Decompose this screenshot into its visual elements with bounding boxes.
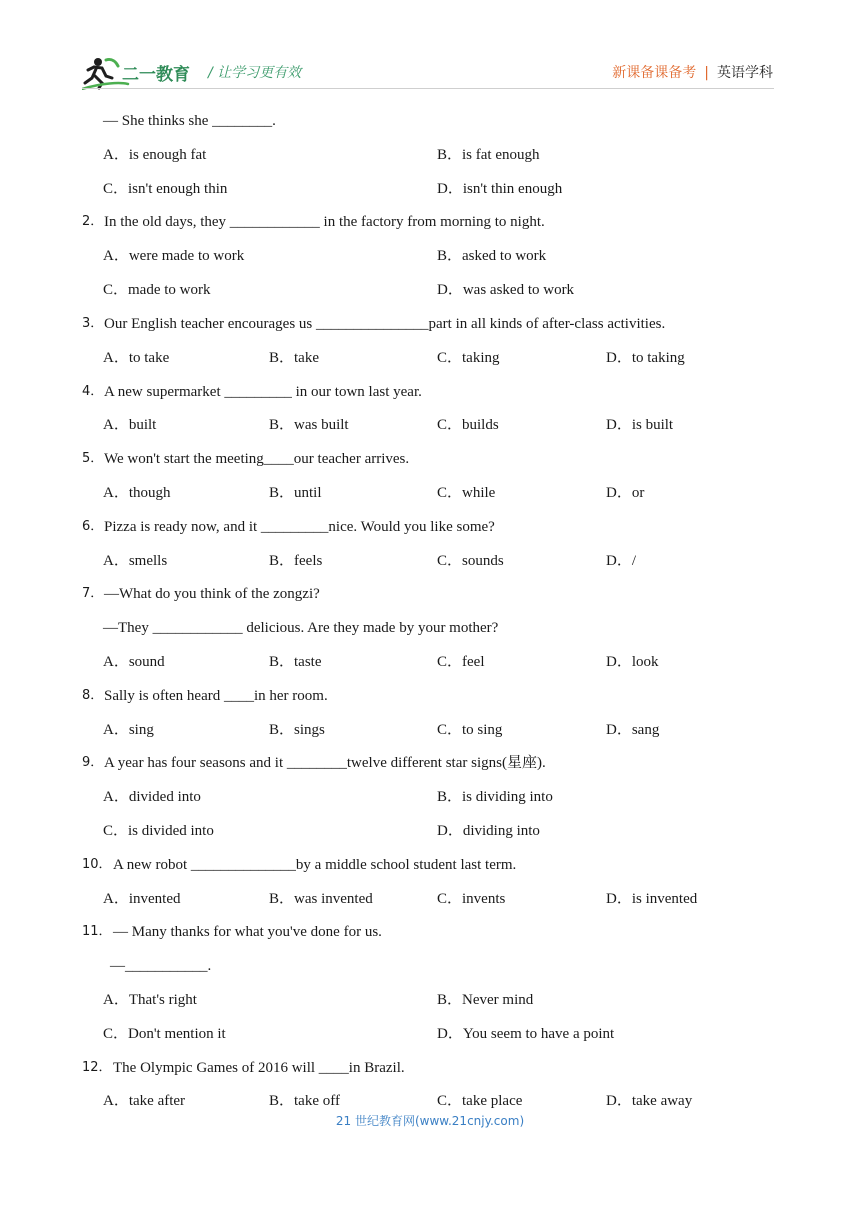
question-number: 7． [82, 586, 104, 601]
question-number: 9． [82, 755, 104, 770]
question-8 [0, 685, 860, 707]
question-number: 12． [82, 1060, 112, 1075]
option-b: B．sings [269, 722, 325, 738]
question-stem: —What do you think of the zongzi? [104, 586, 320, 602]
option-d: D．to taking [606, 350, 685, 366]
option-d: D．sang [606, 722, 660, 738]
option-a: A．invented [103, 891, 181, 907]
question-stem: Sally is often heard ____in her room. [104, 688, 328, 704]
option-a: A．to take [103, 350, 170, 366]
question-stem: We won't start the meeting____our teacher arrives. [104, 451, 410, 467]
option-c: C．made to work [103, 282, 211, 298]
option-c: C．feel [437, 654, 485, 670]
option-c: C．Don't mention it [103, 1026, 226, 1042]
question-number: 8． [82, 688, 104, 703]
q9-options-row1 [0, 786, 860, 808]
header-right [612, 62, 773, 82]
option-b: B．Never mind [437, 992, 534, 1008]
option-c: C．take place [437, 1093, 523, 1109]
option-c: C．to sing [437, 722, 503, 738]
option-c: C．builds [437, 417, 499, 433]
page-header [0, 0, 860, 100]
option-a: A．take after [103, 1093, 186, 1109]
q5-options [0, 482, 860, 504]
question-stem-reply: —They ____________ delicious. Are they made by your mother? [103, 620, 499, 636]
question-number: 6． [82, 519, 104, 534]
question-stem: A new robot ______________by a middle school student last term. [113, 857, 517, 873]
option-b: B．until [269, 485, 322, 501]
option-d: D．is invented [606, 891, 698, 907]
question-2 [0, 211, 860, 233]
option-c: C．taking [437, 350, 500, 366]
question-stem: — She thinks she ________. [103, 113, 276, 129]
question-number: 10． [82, 857, 112, 872]
q3-options [0, 347, 860, 369]
question-stem-reply: —___________. [110, 958, 212, 974]
question-number: 3． [82, 316, 104, 331]
option-b: B．asked to work [437, 248, 547, 264]
q4-options [0, 414, 860, 436]
option-c: C．isn't enough thin [103, 181, 228, 197]
option-b: B．take [269, 350, 319, 366]
q11-reply-line [0, 955, 860, 977]
q8-options [0, 719, 860, 741]
question-11 [0, 921, 860, 943]
subject-label: 英语学科 [717, 65, 773, 81]
option-d: D．/ [606, 553, 637, 569]
option-a: A．sing [103, 722, 154, 738]
option-a: A．smells [103, 553, 168, 569]
option-b: B．is fat enough [437, 147, 540, 163]
prep-label: 新课备课备考 [612, 65, 697, 81]
option-b: B．take off [269, 1093, 340, 1109]
question-stem: Our English teacher encourages us _______________part in all kinds of after-class activities. [104, 316, 666, 332]
logo-text: 二一教育 [122, 65, 190, 85]
question-stem: The Olympic Games of 2016 will ____in Brazil. [113, 1060, 405, 1076]
q11-options-row1 [0, 989, 860, 1011]
q12-options [0, 1090, 860, 1112]
q1-options-row2 [0, 178, 860, 200]
option-b: B．was invented [269, 891, 373, 907]
q6-options [0, 550, 860, 572]
question-9 [0, 752, 860, 774]
option-a: A．were made to work [103, 248, 245, 264]
option-d: D．isn't thin enough [437, 181, 563, 197]
q10-options [0, 888, 860, 910]
question-5 [0, 448, 860, 470]
q1-answer-line [0, 110, 860, 132]
option-b: B．feels [269, 553, 323, 569]
option-a: A．is enough fat [103, 147, 207, 163]
option-a: A．though [103, 485, 171, 501]
header-separator: | [704, 65, 709, 81]
option-c: C．sounds [437, 553, 504, 569]
logo [82, 56, 194, 90]
question-stem: A new supermarket _________ in our town last year. [104, 384, 422, 400]
option-d: D．is built [606, 417, 674, 433]
option-b: B．is dividing into [437, 789, 553, 805]
option-d: D．dividing into [437, 823, 540, 839]
option-d: D．or [606, 485, 645, 501]
option-c: C．invents [437, 891, 506, 907]
q11-options-row2 [0, 1023, 860, 1045]
question-number: 5． [82, 451, 104, 466]
question-stem: In the old days, they ____________ in the factory from morning to night. [104, 214, 545, 230]
option-c: C．is divided into [103, 823, 214, 839]
option-a: A．divided into [103, 789, 201, 805]
page-footer: 21 世纪教育网(www.21cnjy.com) [335, 1114, 525, 1128]
question-stem: A year has four seasons and it ________twelve different star signs(星座). [104, 755, 546, 771]
question-stem: Pizza is ready now, and it _________nice. Would you like some? [104, 519, 495, 535]
option-c: C．while [437, 485, 496, 501]
question-10 [0, 854, 860, 876]
q9-options-row2 [0, 820, 860, 842]
question-3 [0, 313, 860, 335]
question-7 [0, 583, 860, 605]
q7-reply-line [0, 617, 860, 639]
q1-options-row1 [0, 144, 860, 166]
question-number: 11． [82, 924, 112, 939]
q2-options-row2 [0, 279, 860, 301]
option-b: B．taste [269, 654, 322, 670]
question-6 [0, 516, 860, 538]
option-d: D．take away [606, 1093, 693, 1109]
option-a: A．sound [103, 654, 165, 670]
q2-options-row1 [0, 245, 860, 267]
slogan: / 让学习更有效 [208, 65, 302, 81]
header-divider [82, 88, 774, 89]
question-number: 4． [82, 384, 104, 399]
q7-options [0, 651, 860, 673]
option-d: D．You seem to have a point [437, 1026, 615, 1042]
option-d: D．look [606, 654, 659, 670]
question-number: 2． [82, 214, 104, 229]
question-12 [0, 1057, 860, 1079]
option-b: B．was built [269, 417, 349, 433]
option-d: D．was asked to work [437, 282, 575, 298]
option-a: A．built [103, 417, 157, 433]
question-stem: — Many thanks for what you've done for us. [113, 924, 382, 940]
question-4 [0, 381, 860, 403]
option-a: A．That's right [103, 992, 197, 1008]
